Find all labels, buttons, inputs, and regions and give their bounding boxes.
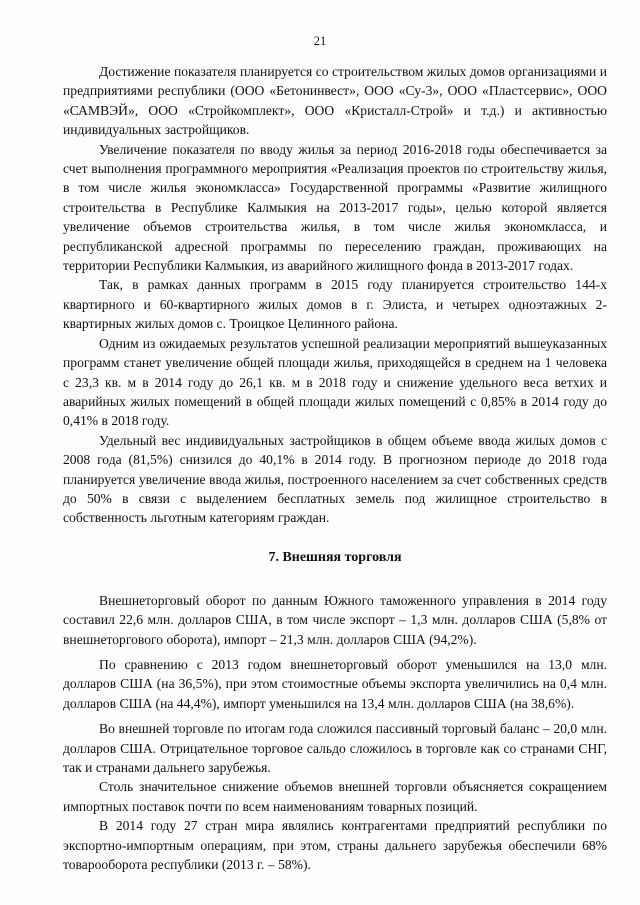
paragraph-partner-countries: В 2014 году 27 стран мира являлись контрагентами предприятий республики по экспортно-импортным операциям, при этом, страны дальнего зарубежья обеспечили 68% товарооборота республики (2013 г. – 58%). [63, 818, 607, 873]
document-body [63, 62, 607, 874]
paragraph-expected-results: Одним из ожидаемых результатов успешной реализации мероприятий вышеуказанных программ станет увеличение общей площади жилья, приходящейся в среднем на 1 человека с 23,3 кв. м в 2014 году до 26,1 кв. м в 2018 году и снижение удельного веса ветхих и аварийных жилых помещений в общей площади жилых помещений с 0,85% в 2014 году до 0,41% в 2018 году. [63, 335, 607, 429]
paragraph-builders: Достижение показателя планируется со строительством жилых домов организациями и предприятиями республики (ООО «Бетонинвест», ООО «Су-3», ООО «Пластсервис», ООО «САМВЭЙ», ООО «Стройкомплект», ООО «Кристалл-Строй» и т.д.) и активностью индивидуальных застройщиков. [63, 64, 607, 138]
paragraph-trade-balance: Во внешней торговле по итогам года сложился пассивный торговый баланс – 20,0 млн. долларов США. Отрицательное торговое сальдо сложилось в торговле как со странами СНГ, так и странами дальнего зарубежья. [63, 721, 607, 775]
section-heading: 7. Внешняя торговля [268, 549, 402, 565]
paragraph-housing-programs: Увеличение показателя по вводу жилья за период 2016-2018 годы обеспечивается за счет выполнения программного мероприятия «Реализация проектов по строительству жилья, в том числе жилья экономкласса» Государственной программы «Развитие жилищного строительства в Республике Калмыкия на 2013-2017 годы», целью которой является увеличение объемов строительства жилья, в том числе жилья экономкласса, и республиканской адресной программы по переселению граждан, проживающих на территории Республики Калмыкия, из аварийного жилищного фонда в 2013-2017 годах. [63, 141, 607, 274]
paragraph-construction-2015: Так, в рамках данных программ в 2015 году планируется строительство 144-х квартирного и 60-квартирного жилых домов в г. Элиста, и четырех одноэтажных 2-квартирных жилых домов с. Троицкое Целинного района. [63, 277, 607, 332]
paragraph-individual-builders: Удельный вес индивидуальных застройщиков в общем объеме ввода жилых домов с 2008 года (81,5%) снизился до 40,1% в 2014 году. В прогнозном периоде до 2018 года планируется увеличение ввода жилья, построенного населением за счет собственных средств до 50% в связи с выделением бесплатных земель под жилищное строительство в собственность льготным категориям граждан. [63, 432, 607, 526]
paragraph-import-decline: Столь значительное снижение объемов внешней торговли объясняется сокращением импортных поставок почти по всем наименованиям товарных позиций. [63, 779, 607, 814]
paragraph-trade-turnover: Внешнеторговый оборот по данным Южного таможенного управления в 2014 году составил 22,6 млн. долларов США, в том числе экспорт – 1,3 млн. долларов США (5,8% от внешнеторгового оборота), импорт – 21,3 млн. долларов США (94,2%). [63, 592, 607, 647]
page-number: 21 [313, 34, 327, 48]
paragraph-trade-comparison: По сравнению с 2013 годом внешнеторговый оборот уменьшился на 13,0 млн. долларов США (на 36,5%), при этом стоимостные объемы экспорта увеличились на 0,4 млн. долларов США (на 44,4%), импорт уменьшился на 13,4 млн. долларов США (на 38,6%). [63, 656, 607, 711]
